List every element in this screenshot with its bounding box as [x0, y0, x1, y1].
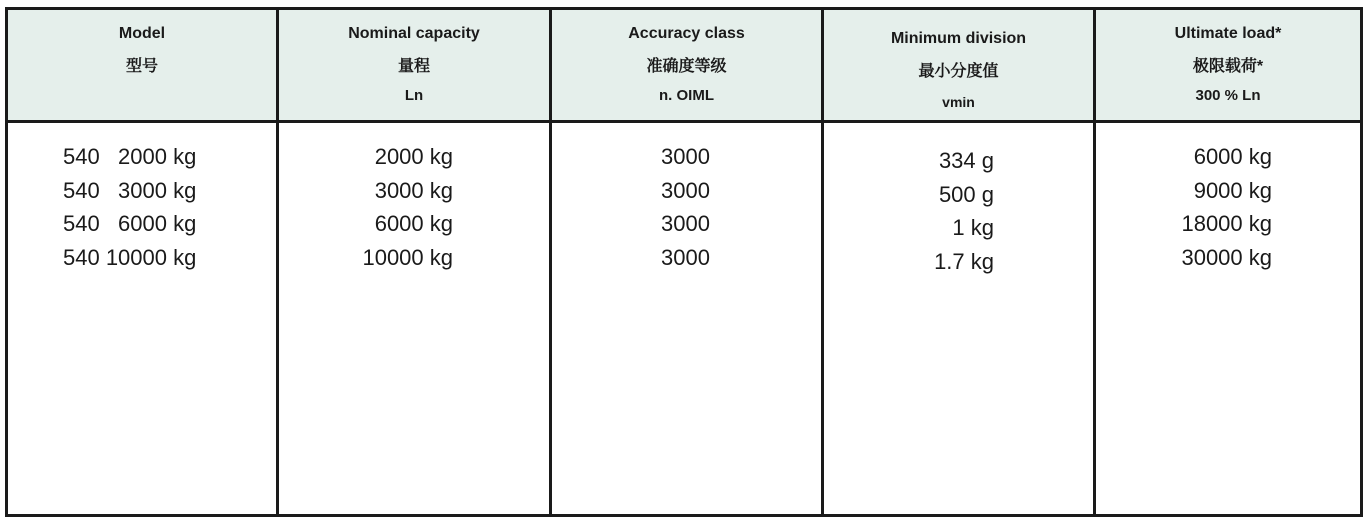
header-accuracy-cn: 准确度等级 [646, 58, 727, 75]
header-model [8, 10, 276, 123]
cell-accuracy: 3000 [661, 211, 710, 236]
cell-capacity: 10000 kg [362, 244, 453, 270]
cell-division: 1 kg [952, 215, 994, 240]
header-division-cn: 最小分度值 [918, 63, 999, 80]
header-capacity-cn: 量程 [397, 58, 430, 75]
header-model-en: Model [118, 25, 166, 42]
cell-ultimate: 6000 kg [1193, 144, 1272, 169]
header-capacity-unit: Ln [404, 87, 424, 104]
column-division [824, 10, 1096, 514]
cell-division: 334 g [938, 148, 994, 173]
cell-accuracy: 3000 [661, 244, 710, 270]
column-capacity-values [279, 123, 549, 514]
column-accuracy [552, 10, 824, 514]
cell-ultimate: 18000 kg [1181, 211, 1272, 236]
cell-accuracy: 3000 [661, 144, 710, 169]
cell-capacity: 6000 kg [374, 211, 453, 236]
cell-accuracy: 3000 [661, 177, 710, 203]
cell-model: 540 2000 kg [63, 144, 197, 169]
column-model-values [8, 123, 276, 514]
column-division-values [824, 123, 1093, 514]
specification-table [5, 7, 1363, 517]
cell-capacity: 2000 kg [374, 144, 453, 169]
header-accuracy-en: Accuracy class [628, 25, 745, 42]
header-ultimate-unit: 300 % Ln [1195, 87, 1261, 104]
header-model-cn: 型号 [125, 58, 158, 75]
header-capacity-en: Nominal capacity [348, 25, 480, 42]
column-model [8, 10, 279, 514]
cell-ultimate: 30000 kg [1181, 244, 1272, 270]
column-capacity [279, 10, 552, 514]
header-ultimate [1096, 10, 1360, 123]
header-division-unit: vmin [942, 94, 975, 110]
cell-model: 540 10000 kg [63, 244, 197, 270]
cell-capacity: 3000 kg [374, 177, 453, 203]
cell-ultimate: 9000 kg [1193, 177, 1272, 203]
header-ultimate-en: Ultimate load* [1174, 25, 1282, 42]
column-accuracy-values [552, 123, 821, 514]
header-capacity [279, 10, 549, 123]
header-division-en: Minimum division [890, 30, 1027, 47]
header-accuracy-unit: n. OIML [659, 87, 714, 104]
cell-model: 540 6000 kg [63, 211, 197, 236]
cell-division: 1.7 kg [934, 248, 994, 274]
header-ultimate-cn: 极限载荷* [1192, 58, 1264, 75]
column-ultimate [1096, 10, 1360, 514]
cell-division: 500 g [938, 181, 994, 207]
cell-model: 540 3000 kg [63, 177, 197, 203]
header-accuracy [552, 10, 821, 123]
column-ultimate-values [1096, 123, 1360, 514]
header-division [824, 10, 1093, 123]
